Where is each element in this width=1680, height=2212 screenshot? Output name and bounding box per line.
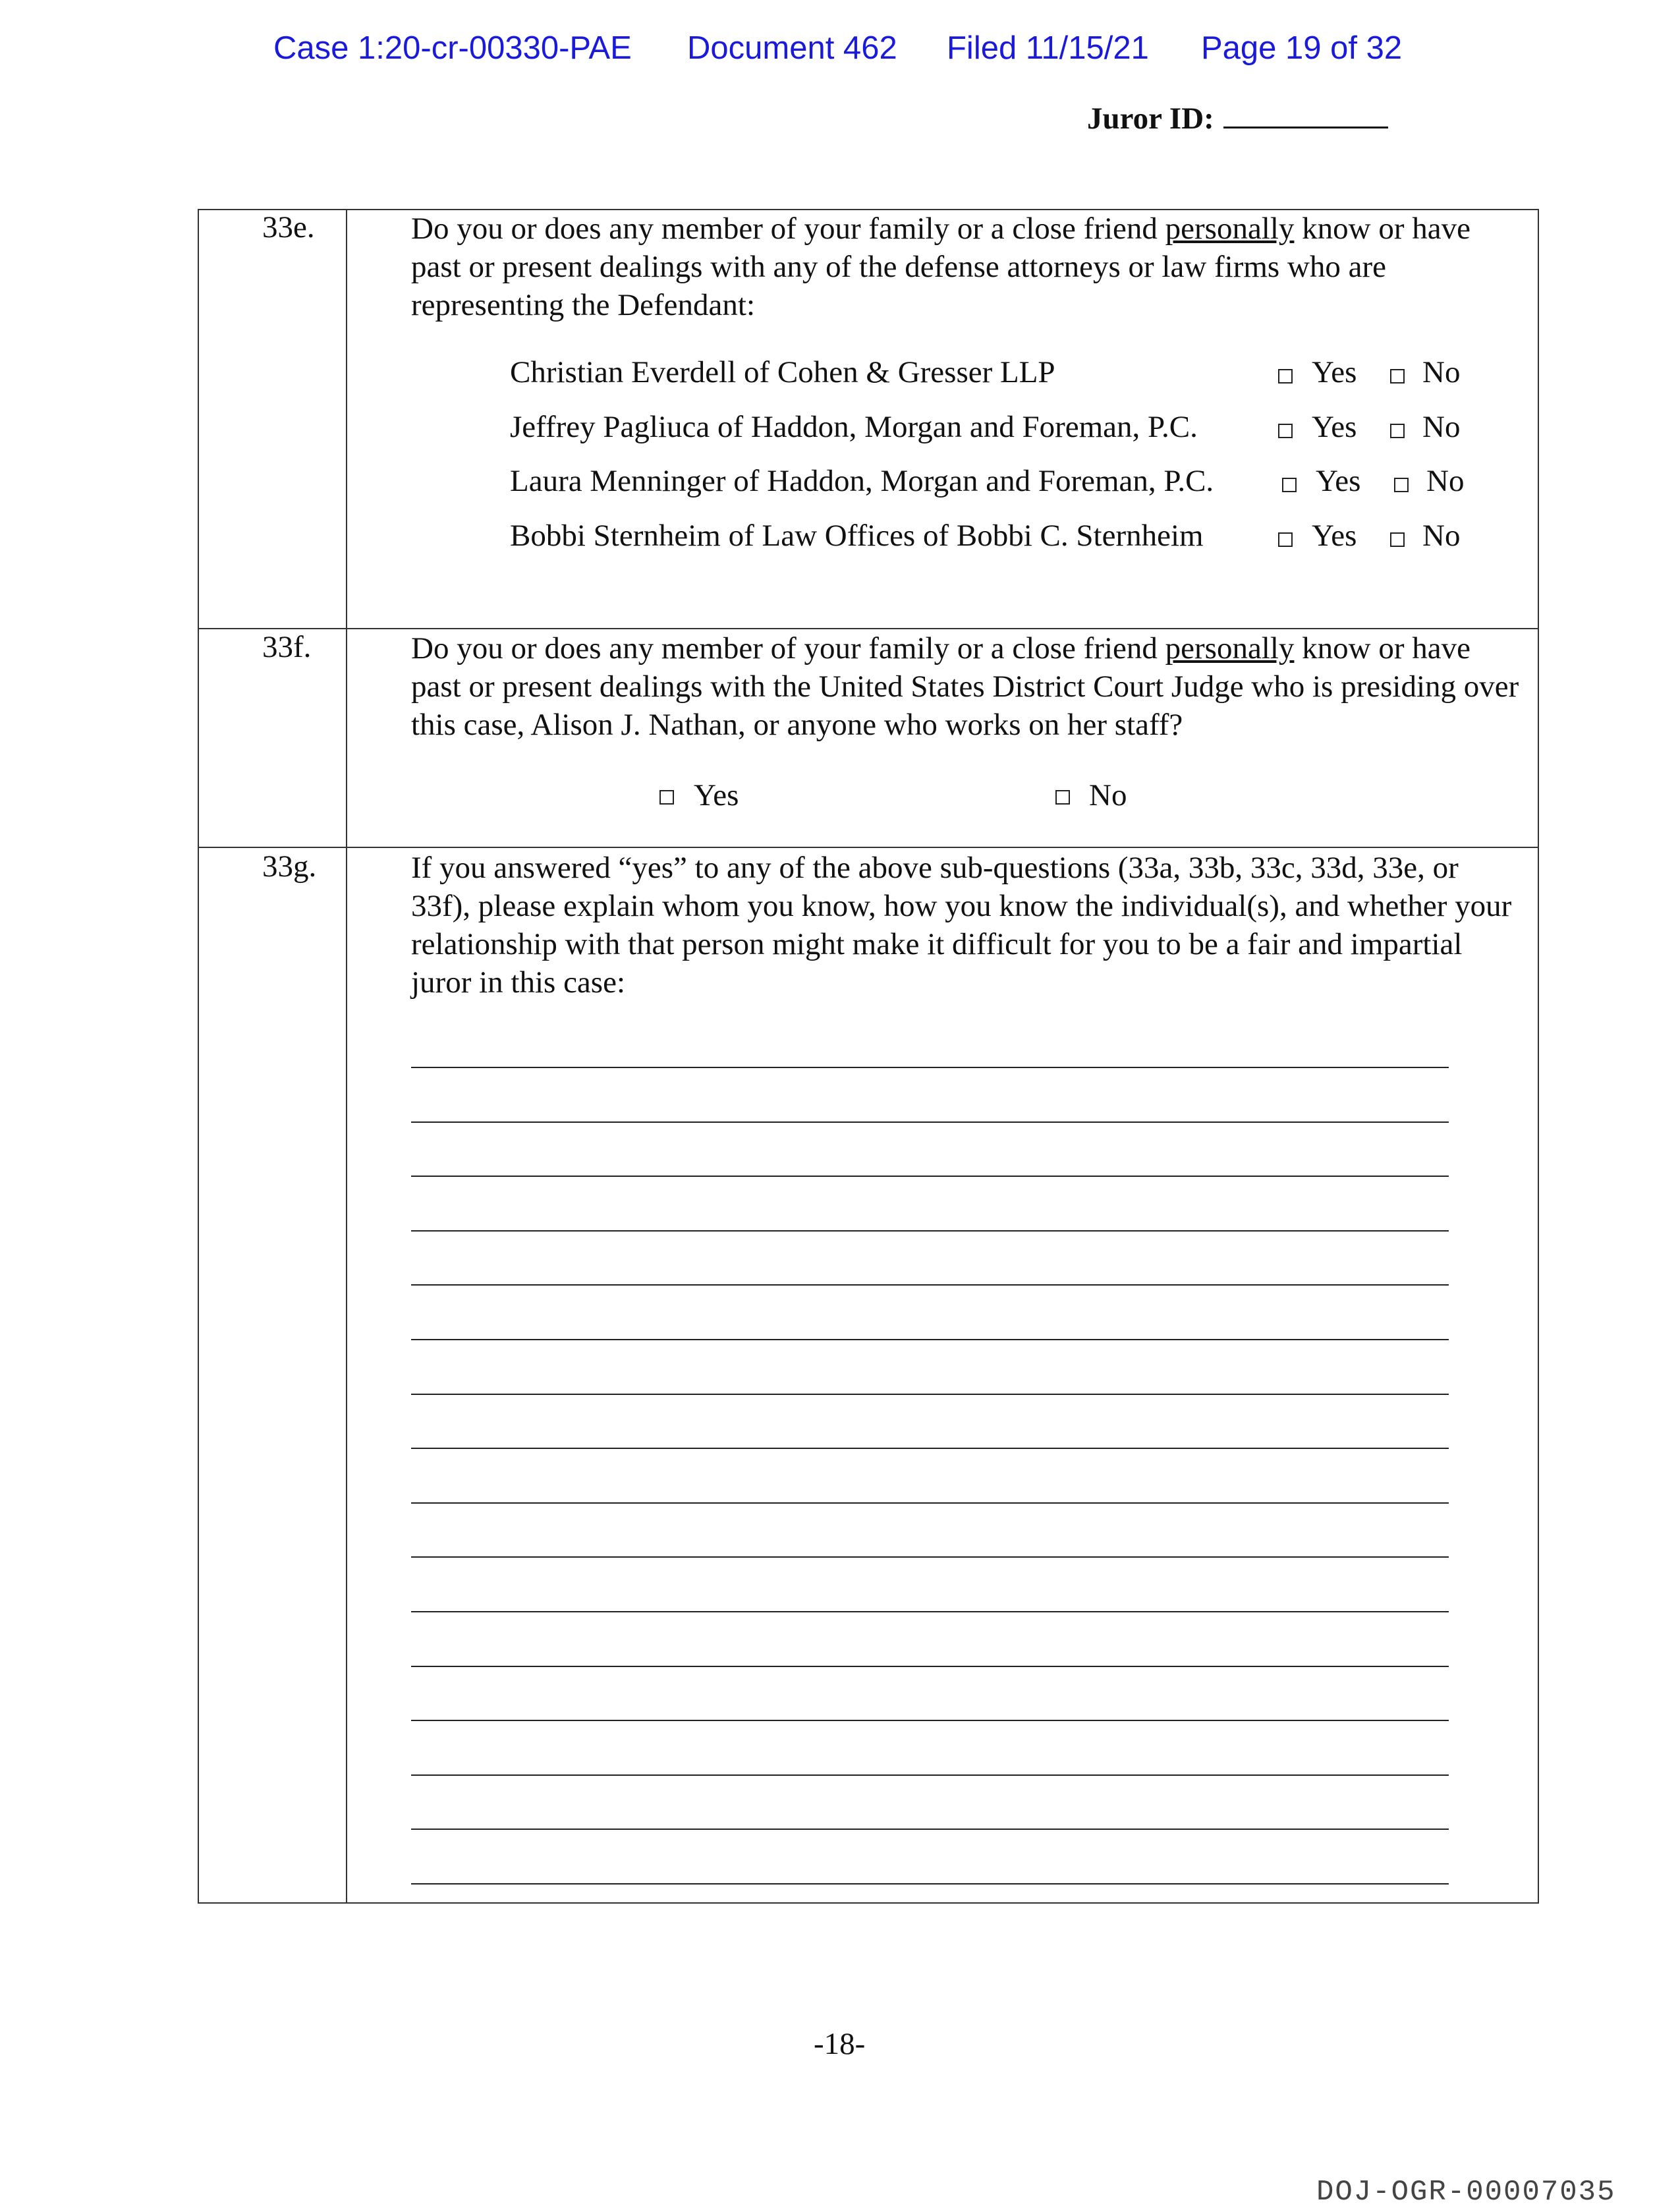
answer-line[interactable] [411,1611,1449,1612]
no-checkbox[interactable] [1055,790,1070,805]
question-number: 33f. [262,630,312,664]
bates-stamp: DOJ-OGR-00007035 [1316,2176,1616,2209]
yes-label: Yes [694,778,739,812]
question-33g-text: If you answered “yes” to any of the above sub-questions (33a, 33b, 33c, 33d, 33e, or 33f), please explain whom you know, how you know the individual(s), and whether your relationship with that person might make it difficult for you to be a fair and impartial juror in this case: [411,851,1512,1000]
yes-label: Yes [1312,355,1357,389]
q-emph: personally [1165,631,1295,666]
row-divider [198,847,1539,848]
juror-id [1087,99,1388,136]
attorney-name: Christian Everdell of Cohen & Gresser LLP [510,355,1055,389]
yes-checkbox[interactable] [659,790,674,805]
no-label: No [1422,355,1461,389]
yes-checkbox[interactable] [1278,532,1293,547]
page-number: -18- [814,2027,866,2061]
answer-line[interactable] [411,1176,1449,1177]
case-number: Case 1:20-cr-00330-PAE [273,30,632,66]
no-label: No [1089,778,1127,812]
column-divider [346,209,347,1904]
no-label: No [1422,410,1461,444]
attorney-name: Jeffrey Pagliuca of Haddon, Morgan and Foreman, P.C. [510,410,1198,444]
answer-line[interactable] [411,1502,1449,1504]
document-number: Document 462 [687,30,897,66]
answer-line[interactable] [411,1284,1449,1286]
question-33f-text [411,629,1525,744]
q-emph: personally [1165,212,1295,246]
yes-checkbox[interactable] [1282,478,1297,492]
attorney-name: Laura Menninger of Haddon, Morgan and Foreman, P.C. [510,464,1214,498]
answer-line[interactable] [411,1556,1449,1558]
q-text: know or have past or present dealings with any of the defense attorneys or law firms who are representing the Defendant: [411,212,1470,322]
answer-line[interactable] [411,1230,1449,1232]
no-checkbox[interactable] [1390,369,1405,383]
no-label: No [1426,464,1465,498]
answer-line[interactable] [411,1774,1449,1776]
attorney-name: Bobbi Sternheim of Law Offices of Bobbi C. Sternheim [510,519,1204,553]
juror-id-field[interactable] [1223,99,1388,128]
yes-checkbox[interactable] [1278,369,1293,383]
answer-line[interactable] [411,1448,1449,1449]
yes-checkbox[interactable] [1278,424,1293,438]
no-checkbox[interactable] [1390,424,1405,438]
yes-label: Yes [1316,464,1361,498]
q-text: know or have past or present dealings with the United States District Court Judge who is presiding over this case, Alison J. Nathan, or anyone who works on her staff? [411,631,1519,742]
page-of: Page 19 of 32 [1201,30,1403,66]
yes-label: Yes [1312,410,1357,444]
q-text: Do you or does any member of your family or a close friend [411,631,1165,666]
q-text: Do you or does any member of your family or a close friend [411,212,1165,246]
yes-label: Yes [1312,519,1357,553]
answer-line[interactable] [411,1666,1449,1667]
no-checkbox[interactable] [1394,478,1409,492]
question-number: 33e. [262,210,315,244]
question-number: 33g. [262,849,317,884]
answer-line[interactable] [411,1067,1449,1068]
answer-line[interactable] [411,1720,1449,1721]
answer-line[interactable] [411,1121,1449,1123]
answer-line[interactable] [411,1883,1449,1885]
answer-line[interactable] [411,1829,1449,1830]
answer-line[interactable] [411,1339,1449,1340]
question-33e-text [411,210,1525,324]
answer-line[interactable] [411,1394,1449,1395]
no-checkbox[interactable] [1390,532,1405,547]
juror-id-label: Juror ID: [1087,101,1214,136]
no-label: No [1422,519,1461,553]
filed-date: Filed 11/15/21 [947,30,1149,66]
